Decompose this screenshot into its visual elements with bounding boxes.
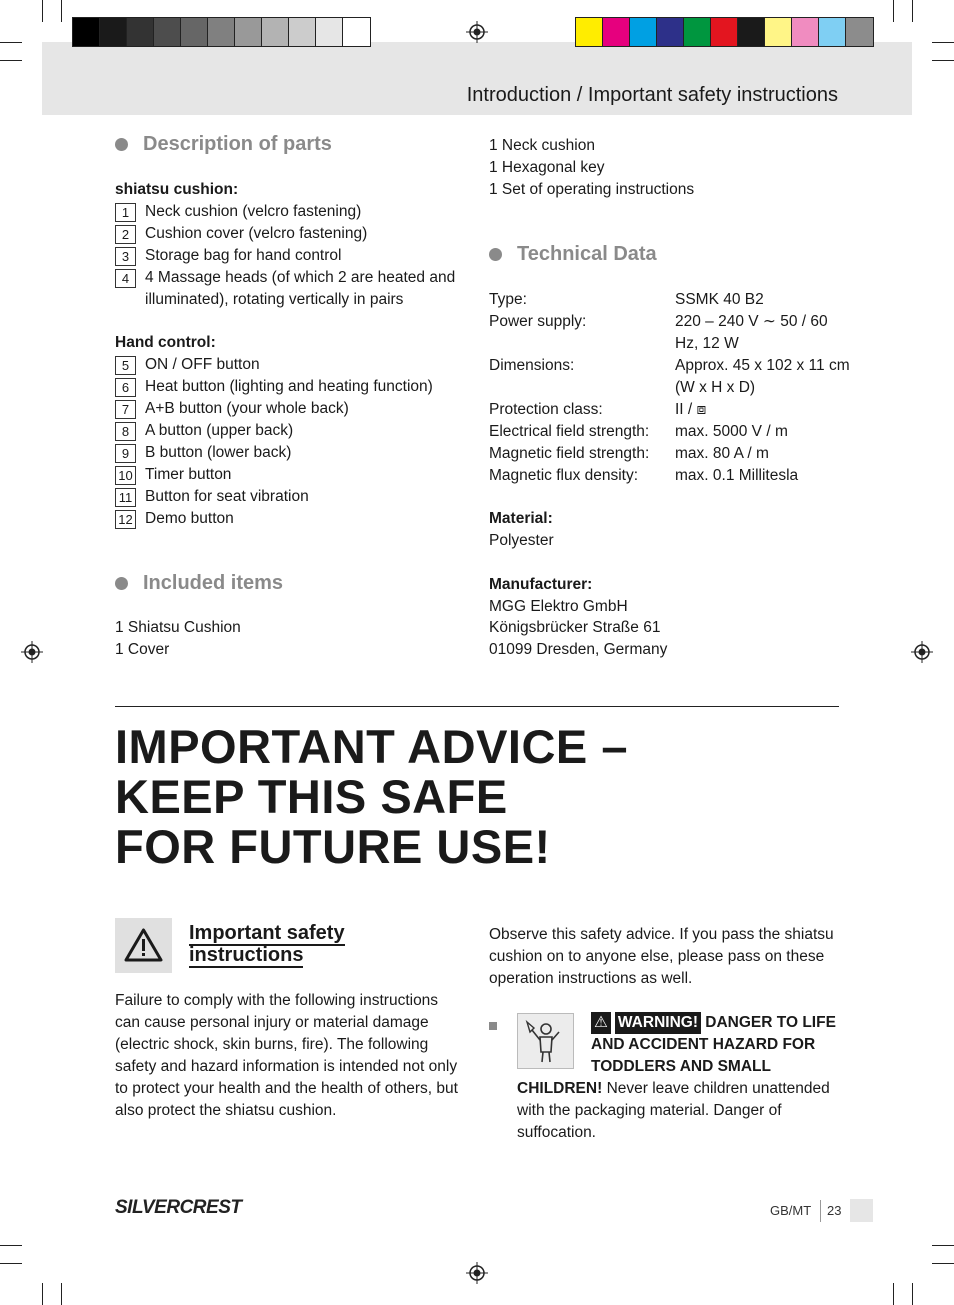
color-swatch <box>765 18 792 46</box>
part-number-box: 11 <box>115 488 136 507</box>
technical-heading <box>489 243 657 266</box>
crop-mark <box>42 1283 43 1305</box>
part-item <box>115 464 475 486</box>
hand-control-parts-list <box>115 354 475 530</box>
included-heading <box>115 572 283 595</box>
color-swatch <box>603 18 630 46</box>
color-swatch <box>711 18 738 46</box>
color-swatch <box>738 18 765 46</box>
crop-mark <box>932 60 954 61</box>
footer-separator <box>820 1200 821 1222</box>
danger-heading-tail: CHILDREN! <box>517 1080 603 1097</box>
header-title: Introduction / Important safety instructions <box>466 84 838 106</box>
warning-triangle-icon: ⚠ <box>591 1012 611 1034</box>
included-item: 1 Hexagonal key <box>489 159 605 176</box>
tech-row <box>489 443 859 465</box>
part-number-box: 10 <box>115 466 136 485</box>
advice-line: KEEP THIS SAFE <box>115 770 508 823</box>
manufacturer-line: MGG Elektro GmbH <box>489 598 628 615</box>
crop-mark <box>0 60 22 61</box>
description-heading <box>115 133 332 156</box>
part-text: Demo button <box>145 510 234 527</box>
part-item <box>115 267 465 311</box>
color-swatch <box>127 18 154 46</box>
tech-row <box>489 465 859 487</box>
part-number-box: 2 <box>115 225 136 244</box>
tech-key: Protection class: <box>489 401 603 418</box>
color-swatch <box>73 18 100 46</box>
color-swatch <box>181 18 208 46</box>
part-item <box>115 245 465 267</box>
tech-value: II / ⧈ <box>675 401 707 418</box>
tech-value: Approx. 45 x 102 x 11 cm (W x H x D) <box>675 357 850 396</box>
cushion-parts-list <box>115 201 465 311</box>
color-swatch <box>819 18 846 46</box>
heading-bullet-icon <box>115 577 128 590</box>
part-text: A+B button (your whole back) <box>145 400 349 417</box>
color-swatch <box>684 18 711 46</box>
part-text: 4 Massage heads (of which 2 are heated and illuminated), rotating vertically in pairs <box>145 269 456 308</box>
part-text: B button (lower back) <box>145 444 292 461</box>
safety-observe: Observe this safety advice. If you pass the shiatsu cushion on to anyone else, please pass on these operation instructions as well. <box>489 926 834 987</box>
included-item: 1 Neck cushion <box>489 137 595 154</box>
crop-mark <box>932 1263 954 1264</box>
tech-key: Type: <box>489 291 527 308</box>
part-text: Timer button <box>145 466 232 483</box>
included-heading-text: Included items <box>143 572 284 594</box>
danger-body: Never leave children unattended with the packaging material. Danger of suffocation. <box>517 1080 830 1141</box>
part-item <box>115 201 465 223</box>
cmyk-color-bar <box>575 17 874 47</box>
part-item <box>115 442 475 464</box>
list-bullet-icon <box>489 1022 497 1030</box>
part-item <box>115 508 475 530</box>
tech-row <box>489 421 859 443</box>
heading-bullet-icon <box>115 138 128 151</box>
color-swatch <box>792 18 819 46</box>
part-number-box: 4 <box>115 269 136 288</box>
gray-color-bar <box>72 17 371 47</box>
color-swatch <box>100 18 127 46</box>
crop-mark <box>932 1245 954 1246</box>
technical-data-table <box>489 289 859 487</box>
part-text: Button for seat vibration <box>145 488 309 505</box>
color-swatch <box>208 18 235 46</box>
color-swatch <box>630 18 657 46</box>
safety-intro: Failure to comply with the following instructions can cause personal injury or material damage (electric shock, skin burns, fire). The following safety and hazard information is intended not only to protect your health and the health of others, but also protect the shiatsu cushion. <box>115 992 458 1119</box>
danger-heading: DANGER TO LIFE AND ACCIDENT HAZARD FOR TODDLERS AND SMALL <box>591 1014 836 1075</box>
tech-value: max. 80 A / m <box>675 445 769 462</box>
crop-mark <box>0 1245 22 1246</box>
material-value: Polyester <box>489 532 554 549</box>
crop-mark <box>0 1263 22 1264</box>
technical-heading-text: Technical Data <box>517 243 657 265</box>
heading-bullet-icon <box>489 248 502 261</box>
included-item: 1 Shiatsu Cushion <box>115 619 241 636</box>
page-number: 23 <box>827 1203 842 1218</box>
crop-mark <box>0 42 22 43</box>
tech-row <box>489 355 859 399</box>
color-swatch <box>316 18 343 46</box>
warning-box <box>115 918 172 973</box>
registration-mark-icon <box>466 1262 488 1284</box>
tech-row <box>489 311 859 355</box>
tech-key: Electrical field strength: <box>489 423 650 440</box>
part-number-box: 5 <box>115 356 136 375</box>
description-heading-text: Description of parts <box>143 133 332 155</box>
color-swatch <box>576 18 603 46</box>
registration-mark-icon <box>21 641 43 663</box>
part-number-box: 8 <box>115 422 136 441</box>
part-number-box: 1 <box>115 203 136 222</box>
part-text: Storage bag for hand control <box>145 247 342 264</box>
safety-heading <box>189 922 345 966</box>
advice-line: FOR FUTURE USE! <box>115 820 551 873</box>
crop-mark <box>893 0 894 22</box>
tech-key: Dimensions: <box>489 357 575 374</box>
tech-value: max. 0.1 Millitesla <box>675 467 799 484</box>
material-label: Material: <box>489 510 553 527</box>
warning-triangle-icon <box>115 918 172 973</box>
included-item: 1 Cover <box>115 641 170 658</box>
included-item: 1 Set of operating instructions <box>489 181 695 198</box>
footer-tab <box>850 1199 873 1222</box>
color-swatch <box>657 18 684 46</box>
part-text: ON / OFF button <box>145 356 260 373</box>
part-number-box: 9 <box>115 444 136 463</box>
color-swatch <box>289 18 316 46</box>
part-text: Cushion cover (velcro fastening) <box>145 225 368 242</box>
tech-row <box>489 399 859 421</box>
part-item <box>115 398 475 420</box>
part-text: Neck cushion (velcro fastening) <box>145 203 362 220</box>
part-number-box: 12 <box>115 510 136 529</box>
manufacturer-line: Königsbrücker Straße 61 <box>489 619 661 636</box>
manufacturer-line: 01099 Dresden, Germany <box>489 641 668 658</box>
crop-mark <box>61 0 62 22</box>
danger-continued <box>517 1078 839 1144</box>
registration-mark-icon <box>911 641 933 663</box>
safety-heading-line: Important safety <box>189 922 345 944</box>
crop-mark <box>912 0 913 22</box>
color-swatch <box>262 18 289 46</box>
part-item <box>115 486 475 508</box>
danger-block <box>517 1012 839 1078</box>
color-swatch <box>343 18 370 46</box>
crop-mark <box>893 1283 894 1305</box>
part-number-box: 3 <box>115 247 136 266</box>
brand-logo: SILVERCREST <box>115 1197 242 1218</box>
warning-label: WARNING! <box>615 1012 701 1034</box>
color-swatch <box>846 18 873 46</box>
registration-mark-icon <box>466 21 488 43</box>
tech-value: 220 – 240 V ∼ 50 / 60 Hz, 12 W <box>675 313 828 352</box>
tech-value: max. 5000 V / m <box>675 423 788 440</box>
tech-row <box>489 289 859 311</box>
part-item <box>115 420 475 442</box>
important-advice-title <box>115 722 628 872</box>
part-text: A button (upper back) <box>145 422 294 439</box>
tech-value: SSMK 40 B2 <box>675 291 764 308</box>
part-item <box>115 354 475 376</box>
crop-mark <box>42 0 43 22</box>
tech-key: Magnetic field strength: <box>489 445 650 462</box>
part-number-box: 7 <box>115 400 136 419</box>
part-item <box>115 223 465 245</box>
part-item <box>115 376 475 398</box>
crop-mark <box>932 42 954 43</box>
part-number-box: 6 <box>115 378 136 397</box>
footer-language: GB/MT <box>770 1203 812 1218</box>
tech-key: Magnetic flux density: <box>489 467 639 484</box>
tech-key: Power supply: <box>489 313 587 330</box>
section-divider <box>115 706 839 707</box>
safety-heading-line: instructions <box>189 944 304 966</box>
color-swatch <box>154 18 181 46</box>
advice-line: IMPORTANT ADVICE – <box>115 720 628 773</box>
hand-control-label: Hand control: <box>115 334 216 351</box>
color-swatch <box>235 18 262 46</box>
part-text: Heat button (lighting and heating function) <box>145 378 433 395</box>
crop-mark <box>912 1283 913 1305</box>
crop-mark <box>61 1283 62 1305</box>
cushion-label: shiatsu cushion: <box>115 181 239 198</box>
manufacturer-label: Manufacturer: <box>489 576 593 593</box>
